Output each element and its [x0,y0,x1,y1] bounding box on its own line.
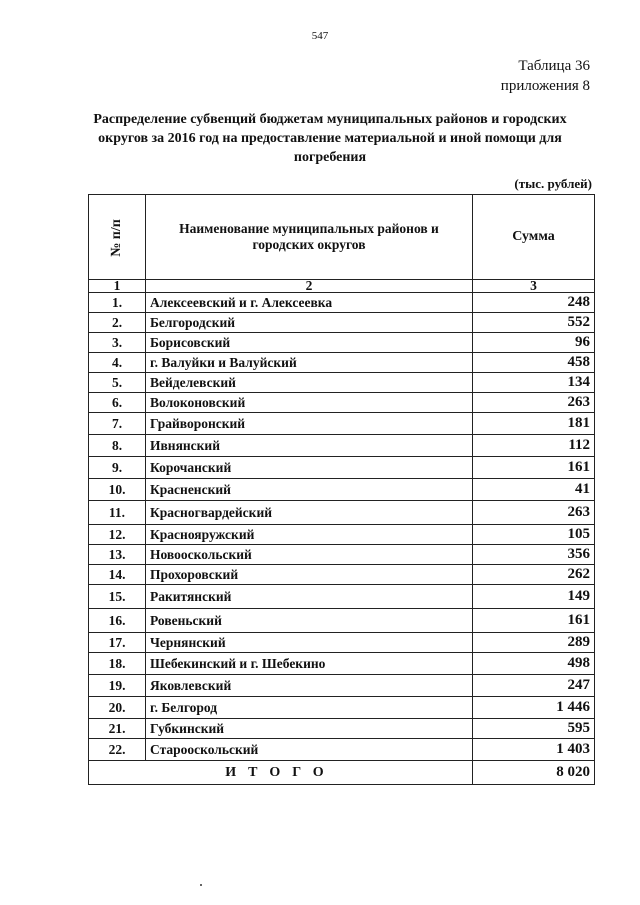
row-name: Ракитянский [146,585,473,609]
row-name: Красногвардейский [146,501,473,525]
header-number-label: № п/п [109,218,124,257]
row-number: 15. [89,585,146,609]
row-sum: 134 [473,373,595,393]
row-number: 11. [89,501,146,525]
row-sum: 498 [473,653,595,675]
total-label: ИТОГО [89,761,473,785]
row-name: Ровеньский [146,609,473,633]
column-number-1: 1 [89,280,146,293]
row-number: 13. [89,545,146,565]
row-name: Грайворонский [146,413,473,435]
row-sum: 41 [473,479,595,501]
row-sum: 161 [473,457,595,479]
row-number: 14. [89,565,146,585]
header-number [89,195,146,280]
total-sum: 8 020 [473,761,595,785]
row-number: 18. [89,653,146,675]
row-name: Ивнянский [146,435,473,457]
row-name: Шебекинский и г. Шебекино [146,653,473,675]
row-number: 20. [89,697,146,719]
row-number: 5. [89,373,146,393]
table-row [89,313,595,333]
page-number: 547 [311,30,329,42]
table-row [89,585,595,609]
row-number: 6. [89,393,146,413]
table-row [89,373,595,393]
row-number: 17. [89,633,146,653]
subsidy-table [88,194,595,785]
table-row [89,653,595,675]
row-sum: 458 [473,353,595,373]
table-row [89,479,595,501]
row-number: 4. [89,353,146,373]
row-sum: 248 [473,293,595,313]
table-row [89,413,595,435]
row-sum: 1 403 [473,739,595,761]
row-name: Старооскольский [146,739,473,761]
row-sum: 161 [473,609,595,633]
row-sum: 112 [473,435,595,457]
table-row [89,525,595,545]
table-row [89,293,595,313]
row-number: 19. [89,675,146,697]
column-numbers-row [89,280,595,293]
document-title: Распределение субвенций бюджетам муниципальных районов и городских округов за 2016 год на предоставление материальной и иной помощи для погребения [93,112,567,165]
row-name: Красненский [146,479,473,501]
row-number: 10. [89,479,146,501]
table-row [89,501,595,525]
row-sum: 289 [473,633,595,653]
units-label: (тыс. рублей) [514,176,592,191]
table-row [89,697,595,719]
row-number: 9. [89,457,146,479]
table-row [89,633,595,653]
row-number: 2. [89,313,146,333]
column-number-2: 2 [146,280,473,293]
table-row [89,719,595,739]
row-sum: 263 [473,393,595,413]
row-name: Губкинский [146,719,473,739]
row-name: Алексеевский и г. Алексеевка [146,293,473,313]
row-sum: 149 [473,585,595,609]
table-row [89,739,595,761]
row-sum: 356 [473,545,595,565]
row-name: Белгородский [146,313,473,333]
row-name: Яковлевский [146,675,473,697]
row-name: Вейделевский [146,373,473,393]
row-sum: 247 [473,675,595,697]
row-sum: 1 446 [473,697,595,719]
table-row [89,457,595,479]
row-name: Краснояружский [146,525,473,545]
header-name: Наименование муниципальных районов и городских округов [146,195,473,280]
row-name: Новооскольский [146,545,473,565]
row-sum: 105 [473,525,595,545]
row-number: 12. [89,525,146,545]
row-sum: 263 [473,501,595,525]
column-number-3: 3 [473,280,595,293]
table-row [89,565,595,585]
table-row [89,609,595,633]
scan-speck [200,884,202,886]
row-sum: 262 [473,565,595,585]
total-row [89,761,595,785]
table-row [89,353,595,373]
table-row [89,545,595,565]
table-row [89,435,595,457]
row-sum: 552 [473,313,595,333]
row-number: 3. [89,333,146,353]
row-name: г. Белгород [146,697,473,719]
row-number: 7. [89,413,146,435]
row-sum: 96 [473,333,595,353]
table-row [89,393,595,413]
row-name: Прохоровский [146,565,473,585]
row-number: 21. [89,719,146,739]
row-sum: 595 [473,719,595,739]
table-reference-number: Таблица 36 [518,58,590,74]
header-sum: Сумма [473,195,595,280]
row-number: 16. [89,609,146,633]
row-number: 8. [89,435,146,457]
row-sum: 181 [473,413,595,435]
row-name: Борисовский [146,333,473,353]
row-name: Корочанский [146,457,473,479]
row-number: 22. [89,739,146,761]
table-header-row [89,195,595,280]
row-name: г. Валуйки и Валуйский [146,353,473,373]
table-row [89,675,595,697]
table-reference-appendix: приложения 8 [500,78,590,94]
table-row [89,333,595,353]
row-name: Волоконовский [146,393,473,413]
row-name: Чернянский [146,633,473,653]
row-number: 1. [89,293,146,313]
